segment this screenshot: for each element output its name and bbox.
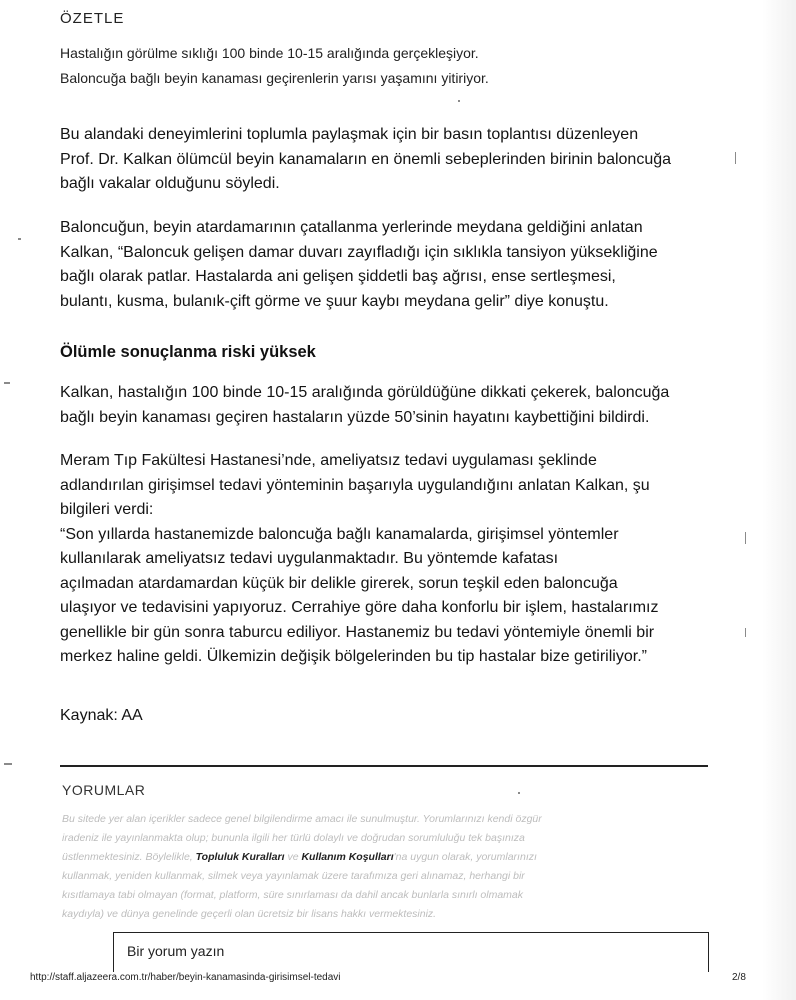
disclaimer-line: iradeniz ile yayınlanmakta olup; bununla ilgili her türlü dolaylı ve doğrudan sorumluluğu tek başınıza <box>62 832 525 844</box>
footer-url: http://staff.aljazeera.com.tr/haber/beyin-kanamasinda-girisimsel-tedavi <box>30 972 341 983</box>
section-subheading: Ölümle sonuçlanma riski yüksek <box>60 343 316 361</box>
terms-of-use-link[interactable]: Kullanım Koşulları <box>301 851 394 863</box>
disclaimer-line: kullanmak, yeniden kullanmak, silmek veya yayınlamak üzere tarafımıza geri alınamaz, herhangi bir <box>62 870 525 882</box>
scan-speck <box>18 238 21 240</box>
section-divider <box>60 765 708 767</box>
disclaimer-text: ve <box>287 851 299 863</box>
quote-line: merkez haline geldi. Ülkemizin değişik bölgelerinden bu tip hastalar bize getiriliyor.” <box>60 648 647 665</box>
article-source: Kaynak: AA <box>60 707 143 724</box>
text-line: Kalkan, “Baloncuk gelişen damar duvarı zayıfladığı için sıklıkla tansiyon yüksekliğine <box>60 243 658 261</box>
text-line: bulantı, kusma, bulanık-çift görme ve şuur kaybı meydana gelir” diye konuştu. <box>60 292 609 310</box>
quote-line: açılmadan atardamardan küçük bir delikle girerek, sorun teşkil eden baloncuğa <box>60 574 618 592</box>
scan-speck <box>4 382 10 384</box>
text-line: bilgileri verdi: <box>60 501 154 518</box>
text-line: Kalkan, hastalığın 100 binde 10-15 aralığında görüldüğüne dikkati çekerek, baloncuğa <box>60 384 670 401</box>
disclaimer-line: Bu sitede yer alan içerikler sadece genel bilgilendirme amacı ile sunulmuştur. Yorumlarınızı kendi özgür <box>62 813 542 825</box>
text-line: Bu alandaki deneyimlerini toplumla paylaşmak için bir basın toplantısı düzenleyen <box>60 126 639 143</box>
quote-line: genellikle bir gün sonra taburcu ediliyor. Hastanemiz bu tedavi yöntemiyle önemli bir <box>60 623 655 641</box>
text-line: bağlı vakalar olduğunu söyledi. <box>60 175 280 192</box>
text-line: adlandırılan girişimsel tedavi yönteminin başarıyla uygulandığını anlatan Kalkan, şu <box>60 476 650 494</box>
text-line: Meram Tıp Fakültesi Hastanesi’nde, ameliyatsız tedavi uygulaması şeklinde <box>60 452 597 469</box>
disclaimer-line: kaydıyla) ve dünya genelinde geçerli olan ücretsiz bir lisans hakkı vermektesiniz. <box>62 908 437 920</box>
article-paragraph-3 <box>60 381 720 430</box>
scan-speck <box>4 763 12 765</box>
quote-line: ulaşıyor ve tedavisini yapıyoruz. Cerrahiye göre daha konforlu bir işlem, hastalarımız <box>60 599 659 616</box>
scan-speck <box>745 628 746 637</box>
disclaimer-line <box>62 848 712 867</box>
quote-line: kullanılarak ameliyatsız tedavi uygulanmaktadır. Bu yöntemde kafatası <box>60 550 559 567</box>
article-paragraph-1 <box>60 123 720 197</box>
text-line: Prof. Dr. Kalkan ölümcül beyin kanamaların en önemli sebeplerinden birinin baloncuğa <box>60 150 672 168</box>
summary-heading: ÖZETLE <box>60 10 125 27</box>
comment-input[interactable] <box>113 932 709 972</box>
scan-speck <box>458 100 460 102</box>
community-rules-link[interactable]: Topluluk Kuralları <box>195 851 285 863</box>
scan-speck <box>735 152 736 164</box>
comments-heading: YORUMLAR <box>62 782 146 798</box>
disclaimer-text: üstlenmektesiniz. Böylelikle, <box>62 851 193 863</box>
summary-line: Hastalığın görülme sıklığı 100 binde 10-15 aralığında gerçekleşiyor. <box>60 45 479 61</box>
scan-edge-shadow <box>762 0 796 1000</box>
scan-speck <box>518 792 520 794</box>
disclaimer-text: 'na uygun olarak, yorumlarınızı <box>393 851 537 863</box>
comments-disclaimer <box>62 810 712 924</box>
scan-speck <box>745 532 746 544</box>
disclaimer-line: kısıtlamaya tabi olmayan (format, platform, süre sınırlaması da dahil ancak bunlarla sınırlı olmamak <box>62 889 524 901</box>
article-paragraph-2 <box>60 216 720 314</box>
comment-input-placeholder: Bir yorum yazın <box>127 943 225 959</box>
summary-line: Baloncuğa bağlı beyin kanaması geçirenlerin yarısı yaşamını yitiriyor. <box>60 70 489 86</box>
quote-line: “Son yıllarda hastanemizde baloncuğa bağlı kanamalarda, girişimsel yöntemler <box>60 525 619 543</box>
article-paragraph-4 <box>60 449 720 670</box>
text-line: bağlı beyin kanaması geçiren hastaların yüzde 50’sinin hayatını kaybettiğini bildirdi. <box>60 408 650 426</box>
footer-page-number: 2/8 <box>732 972 746 983</box>
text-line: Baloncuğun, beyin atardamarının çatallanma yerlerinde meydana geldiğini anlatan <box>60 219 643 236</box>
text-line: bağlı olarak patlar. Hastalarda ani gelişen şiddetli baş ağrısı, ense sertleşmesi, <box>60 268 616 285</box>
